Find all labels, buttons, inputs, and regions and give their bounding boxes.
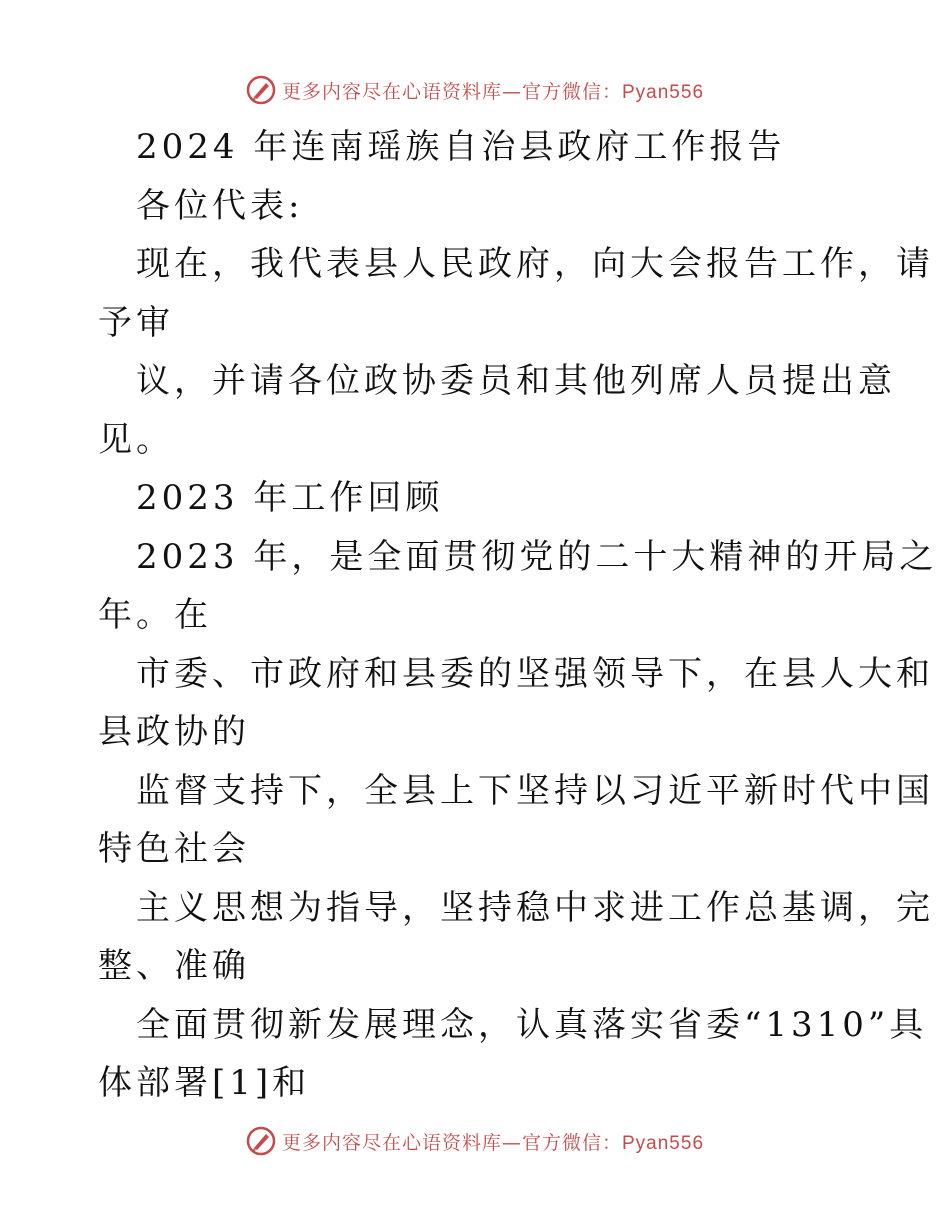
text-line: 年。在 xyxy=(98,595,212,635)
text-line: 体部署[1]和 xyxy=(98,1063,311,1103)
text-line: 各位代表: xyxy=(136,185,304,226)
watermark-wechat: 官方微信： xyxy=(521,80,622,103)
text-line: 予审 xyxy=(98,302,174,343)
watermark-banner-top xyxy=(0,70,950,110)
text-line: 县政协的 xyxy=(98,712,250,752)
text-line: 议，并请各位政协委员和其他列席人员提出意 xyxy=(136,361,896,401)
text-line: 市委、市政府和县委的坚强领导下，在县人大和 xyxy=(136,653,934,694)
text-line: 见。 xyxy=(98,419,174,460)
watermark-wechat: 官方微信： xyxy=(521,1131,622,1154)
text-line: 特色社会 xyxy=(98,829,250,869)
text-line: 2024 年连南瑶族自治县政府工作报告 xyxy=(136,127,786,167)
watermark-separator: — xyxy=(501,1131,522,1154)
watermark-main: 更多内容尽在心语资料库 xyxy=(281,80,502,103)
text-line: 整、准确 xyxy=(98,946,250,986)
watermark-main: 更多内容尽在心语资料库 xyxy=(281,1131,502,1154)
text-line: 主义思想为指导，坚持稳中求进工作总基调，完 xyxy=(136,887,934,928)
pen-logo-icon xyxy=(246,1126,276,1156)
watermark-separator: — xyxy=(501,80,522,103)
pen-logo-icon xyxy=(246,75,276,105)
watermark-handle: Pyan556 xyxy=(622,1132,705,1154)
text-line: 全面贯彻新发展理念，认真落实省委“1310”具 xyxy=(136,1004,928,1045)
text-line: 2023 年，是全面贯彻党的二十大精神的开局之 xyxy=(136,536,938,577)
watermark-handle: Pyan556 xyxy=(622,81,705,103)
text-line: 监督支持下，全县上下坚持以习近平新时代中国 xyxy=(136,770,934,811)
watermark-banner-bottom xyxy=(0,1121,950,1161)
text-line: 2023 年工作回顾 xyxy=(136,478,444,518)
watermark-text xyxy=(282,1128,704,1155)
watermark-text xyxy=(282,77,704,104)
document-body xyxy=(98,118,938,1113)
text-line: 现在，我代表县人民政府，向大会报告工作，请 xyxy=(136,244,934,284)
